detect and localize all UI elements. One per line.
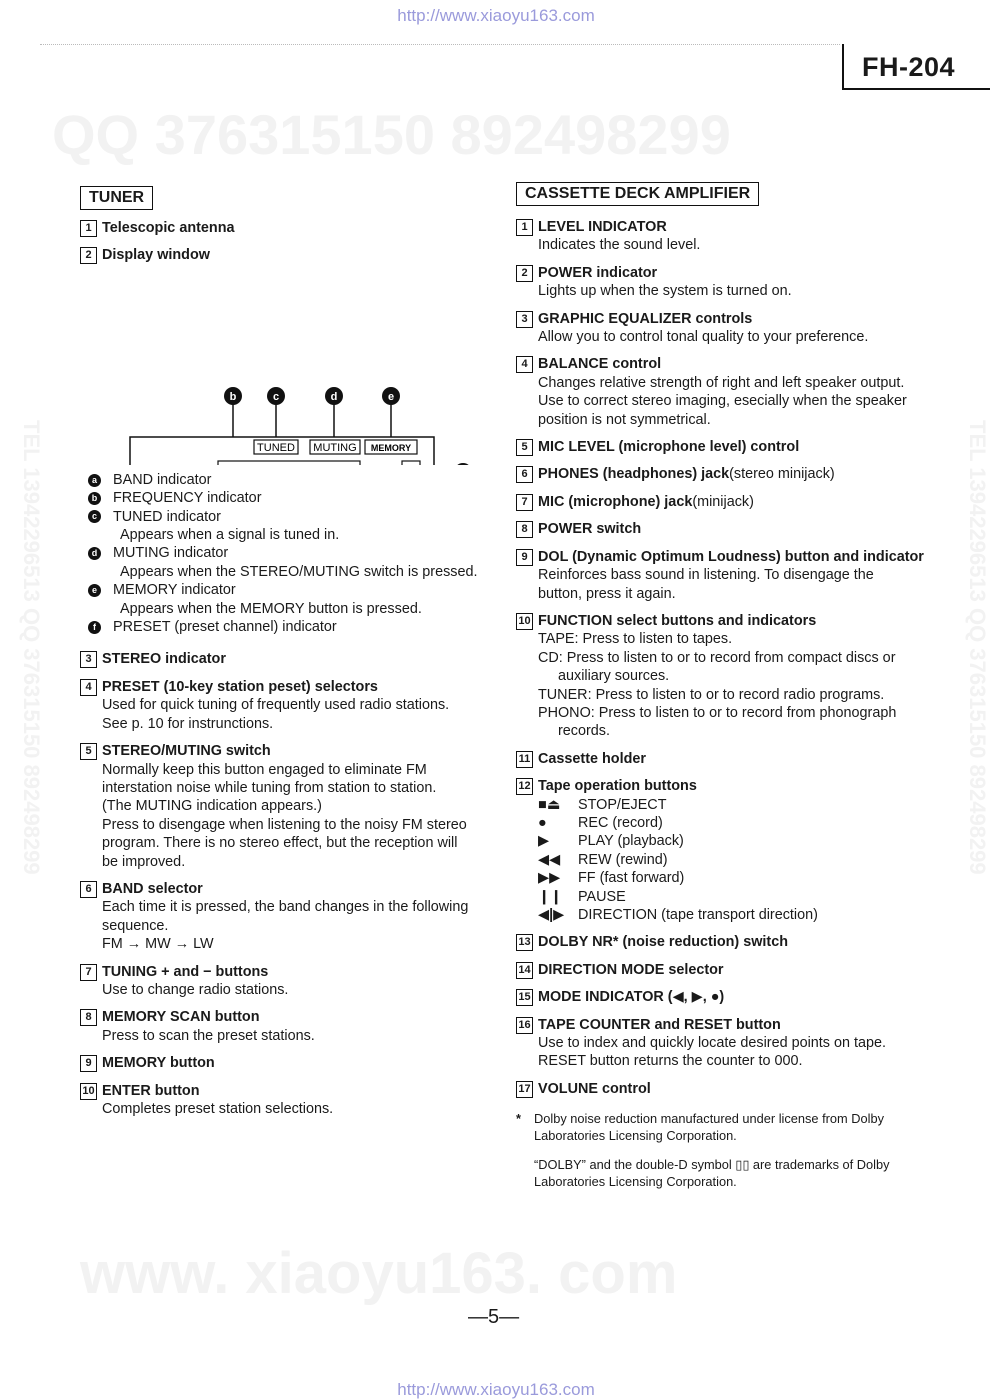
- item-head: [516, 520, 936, 538]
- tuner-title: TUNER: [80, 186, 153, 210]
- item-description: Normally keep this button engaged to eliminate FM: [102, 761, 427, 778]
- legend-description: Appears when a signal is tuned in.: [120, 527, 340, 544]
- muting-indicator: MUTING: [313, 441, 357, 454]
- manual-item: [516, 465, 936, 483]
- manual-item: [516, 264, 936, 301]
- function-line: auxiliary sources.: [558, 668, 670, 685]
- manual-item: [80, 880, 500, 954]
- footnote-star: *: [516, 1111, 521, 1127]
- tuned-indicator: TUNED: [257, 441, 295, 454]
- manual-item: [516, 493, 936, 511]
- callout-e: [382, 387, 400, 405]
- item-head: [516, 493, 936, 511]
- item-head: [80, 1082, 500, 1100]
- tape-op-label: STOP/EJECT: [578, 796, 667, 813]
- manual-item: [516, 961, 936, 979]
- tape-op-label: REW (rewind): [578, 851, 668, 868]
- tape-op-row: [538, 906, 936, 924]
- item-description: RESET button returns the counter to 000.: [538, 1053, 803, 1070]
- legend-row: [80, 618, 500, 636]
- tape-op-symbol-icon: ◀◀: [538, 851, 561, 868]
- manual-item: [80, 219, 500, 237]
- item-number: 1: [516, 219, 533, 236]
- amplifier-items-2: [516, 933, 936, 1098]
- item-title: STEREO/MUTING switch: [102, 743, 271, 760]
- tape-ops-head: [516, 777, 936, 795]
- callout-d: [325, 387, 343, 405]
- footnote: [516, 1156, 936, 1190]
- item-number: 2: [516, 265, 533, 282]
- item-head: [80, 650, 500, 668]
- item-head: [516, 548, 936, 566]
- cassette-holder-title: Cassette holder: [538, 750, 646, 767]
- item-description: Used for quick tuning of frequently used radio stations.: [102, 697, 450, 714]
- item-head: [516, 310, 936, 328]
- tape-ops-title: Tape operation buttons: [538, 778, 697, 795]
- item-description: Indicates the sound level.: [538, 237, 701, 254]
- item-title: LEVEL INDICATOR: [538, 219, 667, 235]
- manual-item: [516, 310, 936, 347]
- item-number: 2: [80, 247, 97, 264]
- footnote-line: “DOLBY” and the double-D symbol ▯▯ are trademarks of Dolby: [534, 1157, 890, 1173]
- item-number: 1: [80, 220, 97, 237]
- legend-description: Appears when the MEMORY button is pressed.: [120, 600, 422, 617]
- manual-item: [80, 1054, 500, 1072]
- watermark-site: www. xiaoyu163. com: [80, 1241, 678, 1306]
- item-number: 6: [80, 881, 97, 898]
- tape-op-row: [538, 869, 936, 887]
- tuner-column: [80, 186, 500, 1118]
- item-number: 15: [516, 989, 533, 1006]
- item-head: [516, 1080, 936, 1098]
- item-number: 5: [516, 439, 533, 456]
- item-head: [80, 742, 500, 760]
- manual-item: [516, 933, 936, 951]
- manual-item: [80, 1008, 500, 1045]
- item-title-extra: (stereo minijack): [729, 466, 835, 483]
- item-description: Use to change radio stations.: [102, 981, 289, 998]
- cassette-holder-head: [516, 750, 936, 768]
- function-line: PHONO: Press to listen to or to record from phonograph: [538, 704, 897, 721]
- function-line: TUNER: Press to listen to or to record radio programs.: [538, 686, 885, 703]
- item-description: (The MUTING indication appears.): [102, 798, 322, 815]
- manual-item: [80, 742, 500, 871]
- amplifier-title: CASSETTE DECK AMPLIFIER: [516, 182, 759, 206]
- frequency-indicator: [222, 460, 339, 465]
- legend-marker: b: [88, 492, 101, 505]
- tape-op-row: [538, 851, 936, 869]
- item-title: TAPE COUNTER and RESET button: [538, 1016, 781, 1033]
- cassette-holder-item: [516, 750, 936, 768]
- tuner-top-items: [80, 219, 500, 265]
- callout-e-label: e: [387, 390, 395, 403]
- callout-f: [454, 463, 472, 465]
- legend-label: PRESET (preset channel) indicator: [113, 619, 337, 636]
- item-title: PRESET (10-key station peset) selectors: [102, 678, 378, 695]
- legend-label: MEMORY indicator: [113, 582, 236, 599]
- page-number: —5—: [468, 1306, 520, 1328]
- manual-item: [516, 1080, 936, 1098]
- item-head: [516, 438, 936, 456]
- callout-c: [267, 387, 285, 405]
- item-title: DOLBY NR* (noise reduction) switch: [538, 934, 788, 951]
- tape-op-row: [538, 832, 936, 850]
- display-window-diagram: [80, 265, 500, 465]
- item-title: Display window: [102, 247, 210, 264]
- legend-label: BAND indicator: [113, 471, 212, 488]
- item-title: VOLUNE control: [538, 1080, 651, 1097]
- item-head: [80, 880, 500, 898]
- item-head: [516, 961, 936, 979]
- footnote-star: [516, 1156, 534, 1190]
- tape-op-symbol-icon: ▶▶: [538, 870, 561, 887]
- function-lines: [516, 630, 936, 740]
- legend-description: Appears when the STEREO/MUTING switch is pressed.: [120, 563, 478, 580]
- item-title: POWER indicator: [538, 264, 658, 281]
- item-description: Changes relative strength of right and left speaker output.: [538, 374, 905, 391]
- item-head: [516, 264, 936, 282]
- function-item: [516, 612, 936, 741]
- item-title: MODE INDICATOR (◀, ▶, ●): [538, 989, 725, 1006]
- item-number: 3: [516, 311, 533, 328]
- watermark-right: TEL 13942296513 QQ 376315150 892498299: [965, 420, 990, 875]
- callout-c-label: c: [272, 390, 280, 403]
- item-head: [516, 988, 936, 1006]
- item-number: 7: [516, 494, 533, 511]
- item-title: Telescopic antenna: [102, 220, 235, 236]
- manual-item: [516, 1016, 936, 1071]
- manual-item: [80, 963, 500, 1000]
- item-title: MIC LEVEL (microphone level) control: [538, 439, 800, 456]
- preset-indicator: [402, 464, 420, 465]
- manual-item: [80, 1082, 500, 1119]
- item-head: [516, 1016, 936, 1034]
- source-url-top[interactable]: http://www.xiaoyu163.com: [397, 6, 595, 25]
- footnote: [516, 1110, 936, 1144]
- indicator-legend: [80, 471, 500, 637]
- source-url-bottom[interactable]: http://www.xiaoyu163.com: [397, 1380, 595, 1399]
- item-title: POWER switch: [538, 521, 642, 538]
- legend-label: FREQUENCY indicator: [113, 490, 262, 507]
- memory-indicator: MEMORY: [370, 442, 412, 453]
- item-description: Press to scan the preset stations.: [102, 1027, 315, 1044]
- item-head: [80, 1008, 500, 1026]
- item-description: Press to disengage when listening to the noisy FM stereo: [102, 816, 467, 833]
- legend-marker: d: [88, 547, 101, 560]
- item-number: 10: [80, 1083, 97, 1100]
- item-number: 16: [516, 1017, 533, 1034]
- item-description: Use to index and quickly locate desired points on tape.: [538, 1035, 886, 1052]
- footnotes: [516, 1110, 936, 1190]
- item-description: Lights up when the system is turned on.: [538, 283, 792, 300]
- tape-ops-list: [538, 796, 936, 925]
- item-description: button, press it again.: [538, 585, 676, 602]
- item-description: FM → MW → LW: [102, 936, 214, 953]
- item-description: program. There is no stereo effect, but the reception will: [102, 835, 458, 852]
- item-title-extra: (minijack): [692, 493, 754, 510]
- manual-item: [80, 246, 500, 264]
- function-line: records.: [558, 723, 610, 740]
- tape-op-symbol-icon: ●: [538, 814, 547, 831]
- tape-op-row: [538, 814, 936, 832]
- tuner-items: [80, 650, 500, 1118]
- item-title: ENTER button: [102, 1082, 200, 1099]
- item-title: GRAPHIC EQUALIZER controls: [538, 310, 753, 327]
- item-number: 6: [516, 466, 533, 483]
- item-title: MEMORY button: [102, 1055, 215, 1072]
- item-title: BAND selector: [102, 880, 203, 897]
- footnote-line: Dolby noise reduction manufactured under license from Dolby: [534, 1111, 884, 1127]
- item-title: MEMORY SCAN button: [102, 1009, 260, 1026]
- legend-row: [80, 489, 500, 507]
- legend-label: MUTING indicator: [113, 545, 229, 562]
- item-head: [516, 465, 936, 483]
- item-description: Use to correct stereo imaging, esecially when the speaker: [538, 393, 907, 410]
- watermark-left: TEL 13942296513 QQ 376315150 892498299: [19, 420, 44, 875]
- tape-op-label: FF (fast forward): [578, 870, 685, 887]
- tape-op-symbol-icon: ■⏏: [538, 796, 561, 813]
- item-number: 3: [80, 651, 97, 668]
- manual-item: [516, 355, 936, 429]
- callout-b-label: b: [229, 390, 237, 403]
- item-description: Completes preset station selections.: [102, 1101, 334, 1117]
- amplifier-items: [516, 218, 936, 603]
- item-title: MIC (microphone) jack: [538, 493, 693, 510]
- function-line: TAPE: Press to listen to tapes.: [538, 631, 733, 648]
- legend-label: TUNED indicator: [113, 508, 221, 525]
- item-description: Reinforces bass sound in listening. To disengage the: [538, 567, 874, 584]
- tape-op-row: [538, 888, 936, 906]
- manual-item: [516, 988, 936, 1006]
- callout-d-label: d: [330, 390, 338, 403]
- item-title: BALANCE control: [538, 356, 662, 373]
- tape-op-symbol-icon: ◀|▶: [538, 907, 565, 923]
- item-number: 7: [80, 964, 97, 981]
- footnote-line: Laboratories Licensing Corporation.: [534, 1174, 737, 1190]
- legend-row: [80, 508, 500, 526]
- item-number: 17: [516, 1081, 533, 1098]
- item-number: 5: [80, 743, 97, 760]
- item-description: sequence.: [102, 917, 169, 934]
- item-title: PHONES (headphones) jack: [538, 466, 730, 483]
- item-number: 4: [516, 356, 533, 373]
- item-number: 10: [516, 613, 533, 630]
- item-description: position is not symmetrical.: [538, 411, 711, 428]
- callout-b: [224, 387, 242, 405]
- footnote-body: [534, 1156, 889, 1190]
- tape-op-label: REC (record): [578, 814, 663, 831]
- item-title: DOL (Dynamic Optimum Loudness) button and indicator: [538, 548, 924, 565]
- item-title: STEREO indicator: [102, 651, 226, 668]
- item-description: be improved.: [102, 853, 186, 870]
- item-description: See p. 10 for instrunctions.: [102, 715, 274, 732]
- legend-marker: e: [88, 584, 101, 597]
- item-number: 8: [516, 521, 533, 538]
- manual-item: [516, 548, 936, 603]
- item-title: DIRECTION MODE selector: [538, 961, 724, 978]
- item-head: [80, 963, 500, 981]
- item-number: 13: [516, 934, 533, 951]
- manual-item: [516, 438, 936, 456]
- function-line: CD: Press to listen to or to record from compact discs or: [538, 649, 896, 666]
- item-number: 8: [80, 1009, 97, 1026]
- function-head: [516, 612, 936, 630]
- item-head: [516, 933, 936, 951]
- item-number: 14: [516, 962, 533, 979]
- top-rule: [40, 44, 840, 45]
- footnote-body: [534, 1110, 884, 1144]
- legend-marker: f: [88, 621, 101, 634]
- legend-row: [80, 471, 500, 489]
- tape-op-label: PLAY (playback): [578, 833, 684, 850]
- item-head: [516, 355, 936, 373]
- watermark-qq: QQ 376315150 892498299: [52, 103, 731, 166]
- item-head: [516, 218, 936, 236]
- item-head: [80, 246, 500, 264]
- item-description: interstation noise while tuning from station to station.: [102, 779, 437, 796]
- item-head: [80, 678, 500, 696]
- item-head: [80, 219, 500, 237]
- item-number: 11: [516, 751, 533, 768]
- item-number: 9: [516, 549, 533, 566]
- tape-op-symbol-icon: ❙❙: [538, 888, 563, 905]
- legend-row: [80, 544, 500, 562]
- legend-row: [80, 581, 500, 599]
- tape-op-label: DIRECTION (tape transport direction): [578, 907, 818, 923]
- tape-ops-item: [516, 777, 936, 924]
- display-diagram-svg: [80, 265, 500, 465]
- item-number: 12: [516, 778, 533, 795]
- manual-item: [80, 678, 500, 733]
- footnote-line: Laboratories Licensing Corporation.: [534, 1128, 737, 1144]
- manual-item: [516, 520, 936, 538]
- item-head: [80, 1054, 500, 1072]
- legend-marker: c: [88, 510, 101, 523]
- item-number: 9: [80, 1055, 97, 1072]
- manual-item: [516, 218, 936, 255]
- manual-item: [80, 650, 500, 668]
- item-number: 4: [80, 679, 97, 696]
- function-title: FUNCTION select buttons and indicators: [538, 612, 817, 629]
- tape-op-label: PAUSE: [578, 888, 626, 905]
- tape-op-symbol-icon: ▶: [538, 833, 550, 850]
- amplifier-column: [516, 182, 936, 1190]
- item-description: Allow you to control tonal quality to your preference.: [538, 329, 869, 346]
- item-description: Each time it is pressed, the band changes in the following: [102, 899, 469, 916]
- legend-marker: a: [88, 474, 101, 487]
- model-number: FH-204: [862, 52, 956, 82]
- item-title: TUNING + and − buttons: [102, 963, 269, 980]
- tape-op-row: [538, 796, 936, 814]
